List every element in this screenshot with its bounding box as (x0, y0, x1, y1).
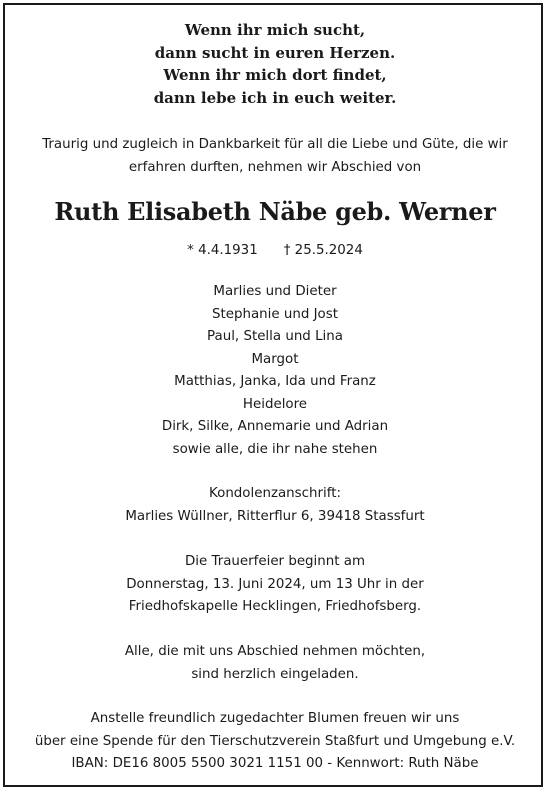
mourner-entry: Heidelore (242, 396, 308, 412)
death-date: † 25.5.2024 (283, 243, 363, 258)
condolence-address (0, 483, 550, 528)
deceased-name: Ruth Elisabeth Näbe geb. Werner (54, 197, 496, 226)
mourner-entry: Dirk, Silke, Annemarie und Adrian (161, 419, 389, 434)
poem-line: dann lebe ich in euch weiter. (153, 88, 397, 107)
poem-line: Wenn ihr mich sucht, (184, 21, 366, 39)
funeral-line: Friedhofskapelle Hecklingen, Friedhofsberg. (128, 599, 422, 614)
mourner-entry: Stephanie und Jost (212, 306, 338, 322)
mourner-entry: sowie alle, die ihr nahe stehen (172, 441, 378, 457)
funeral-info (0, 551, 550, 619)
invitation-text (0, 641, 550, 686)
mourner-entry: Matthias, Janka, Ida und Franz (174, 374, 376, 389)
intro-line: Traurig und zugleich in Dankbarkeit für all die Liebe und Güte, die wir (42, 137, 508, 152)
life-dates (0, 240, 550, 262)
donation-line: IBAN: DE16 8005 5500 3021 1151 00 - Kennwort: Ruth Näbe (71, 756, 479, 771)
mourners-list (0, 281, 550, 461)
address-line: Marlies Wüllner, Ritterflur 6, 39418 Stassfurt (125, 508, 425, 524)
intro-text (0, 134, 550, 179)
mourner-entry: Marlies und Dieter (213, 284, 337, 299)
donation-line: Anstelle freundlich zugedachter Blumen freuen wir uns (90, 711, 460, 726)
poem-line: Wenn ihr mich dort findet, (163, 66, 387, 84)
intro-line: erfahren durften, nehmen wir Abschied von (128, 159, 422, 175)
mourner-entry: Margot (251, 351, 299, 367)
invitation-line: Alle, die mit uns Abschied nehmen möchten, (124, 644, 426, 659)
mourner-entry: Paul, Stella und Lina (207, 329, 343, 344)
donation-info (0, 708, 550, 776)
donation-line: über eine Spende für den Tierschutzverein Staßfurt und Umgebung e.V. (34, 733, 516, 749)
address-label: Kondolenzanschrift: (209, 486, 341, 501)
poem-line: dann sucht in euren Herzen. (154, 43, 396, 62)
funeral-line: Donnerstag, 13. Juni 2024, um 13 Uhr in der (126, 576, 424, 592)
invitation-line: sind herzlich eingeladen. (191, 666, 359, 682)
poem (0, 19, 550, 109)
birth-date: * 4.4.1931 (187, 243, 258, 258)
funeral-line: Die Trauerfeier beginnt am (184, 554, 366, 569)
